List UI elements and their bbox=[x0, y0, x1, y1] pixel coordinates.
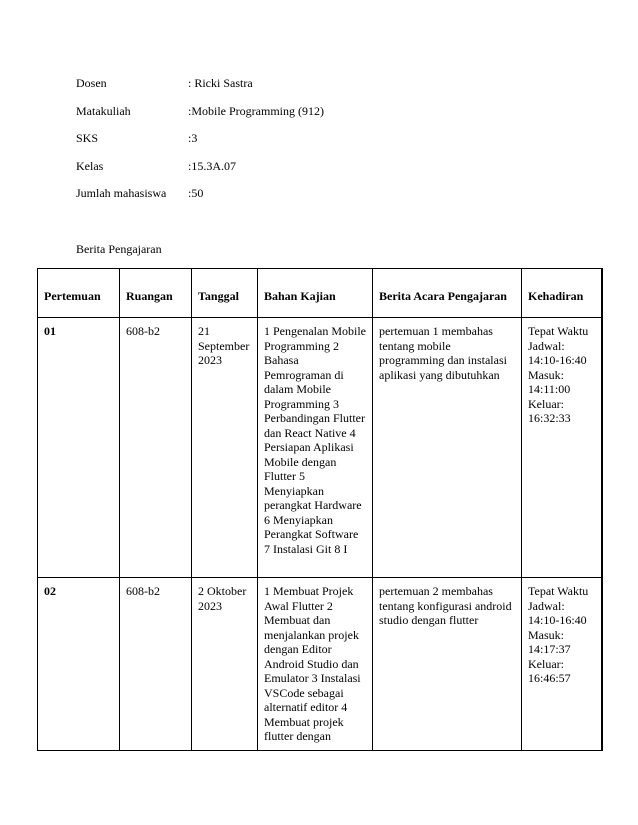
column-header-kehadiran: Kehadiran bbox=[522, 269, 602, 318]
kehadiran-line: Tepat Waktu bbox=[528, 324, 589, 338]
info-label: Dosen bbox=[76, 76, 107, 90]
kehadiran-line: 16:46:57 bbox=[528, 671, 571, 685]
section-title: Berita Pengajaran bbox=[76, 242, 162, 256]
kehadiran-line: 14:17:37 bbox=[528, 642, 571, 656]
cell-berita-acara: pertemuan 2 membahas tentang konfigurasi android studio dengan flutter bbox=[373, 578, 522, 751]
kehadiran-line: Tepat Waktu bbox=[528, 584, 589, 598]
kehadiran-line: Masuk: bbox=[528, 367, 564, 382]
kehadiran-line: 14:11:00 bbox=[528, 382, 571, 396]
kehadiran-line: Keluar: bbox=[528, 396, 564, 411]
kehadiran-line: 14:10-16:40 bbox=[528, 613, 587, 627]
info-value: :50 bbox=[188, 186, 204, 200]
table-header-row bbox=[38, 269, 602, 318]
column-header-ruangan: Ruangan bbox=[120, 269, 192, 318]
info-label: SKS bbox=[76, 131, 99, 145]
cell-kehadiran bbox=[522, 318, 602, 578]
kehadiran-line: Jadwal: bbox=[528, 598, 565, 613]
cell-pertemuan: 01 bbox=[38, 318, 120, 578]
kehadiran-line: 14:10-16:40 bbox=[528, 353, 587, 367]
cell-ruangan: 608-b2 bbox=[120, 578, 192, 751]
cell-berita-acara: pertemuan 1 membahas tentang mobile programming dan instalasi aplikasi yang dibutuhkan bbox=[373, 318, 522, 578]
cell-tanggal: 2 Oktober 2023 bbox=[192, 578, 258, 751]
column-header-bahan-kajian: Bahan Kajian bbox=[258, 269, 373, 318]
kehadiran-line: Keluar: bbox=[528, 656, 564, 671]
column-header-pertemuan: Pertemuan bbox=[38, 269, 120, 318]
info-value: :Mobile Programming (912) bbox=[188, 103, 324, 118]
info-value: :15.3A.07 bbox=[188, 158, 236, 173]
cell-bahan-kajian: 1 Pengenalan Mobile Programming 2 Bahasa Pemrograman di dalam Mobile Programming 3 Perbandingan Flutter dan React Native 4 Persiapan Aplikasi Mobile dengan Flutter 5 Menyiapkan perangkat Hardware 6 Menyiapkan Perangkat Software 7 Instalasi Git 8 I bbox=[258, 318, 373, 578]
cell-kehadiran bbox=[522, 578, 602, 751]
table-row bbox=[38, 578, 602, 751]
column-header-berita-acara: Berita Acara Pengajaran bbox=[373, 269, 522, 318]
teaching-report-table bbox=[37, 268, 603, 751]
kehadiran-line: 16:32:33 bbox=[528, 411, 571, 425]
info-label: Kelas bbox=[76, 158, 104, 173]
cell-ruangan: 608-b2 bbox=[120, 318, 192, 578]
kehadiran-line: Masuk: bbox=[528, 627, 564, 642]
cell-bahan-kajian: 1 Membuat Projek Awal Flutter 2 Membuat dan menjalankan projek dengan Editor Android Studio dan Emulator 3 Instalasi VSCode sebagai alternatif editor 4 Membuat projek flutter dengan bbox=[258, 578, 373, 751]
info-label: Jumlah mahasiswa bbox=[76, 186, 167, 200]
info-value: : Ricki Sastra bbox=[188, 76, 253, 90]
kehadiran-line: Jadwal: bbox=[528, 338, 565, 353]
cell-pertemuan: 02 bbox=[38, 578, 120, 751]
info-value: :3 bbox=[188, 131, 198, 145]
column-header-tanggal: Tanggal bbox=[192, 269, 258, 318]
info-label: Matakuliah bbox=[76, 103, 131, 118]
table-row bbox=[38, 318, 602, 578]
cell-tanggal: 21 September 2023 bbox=[192, 318, 258, 578]
